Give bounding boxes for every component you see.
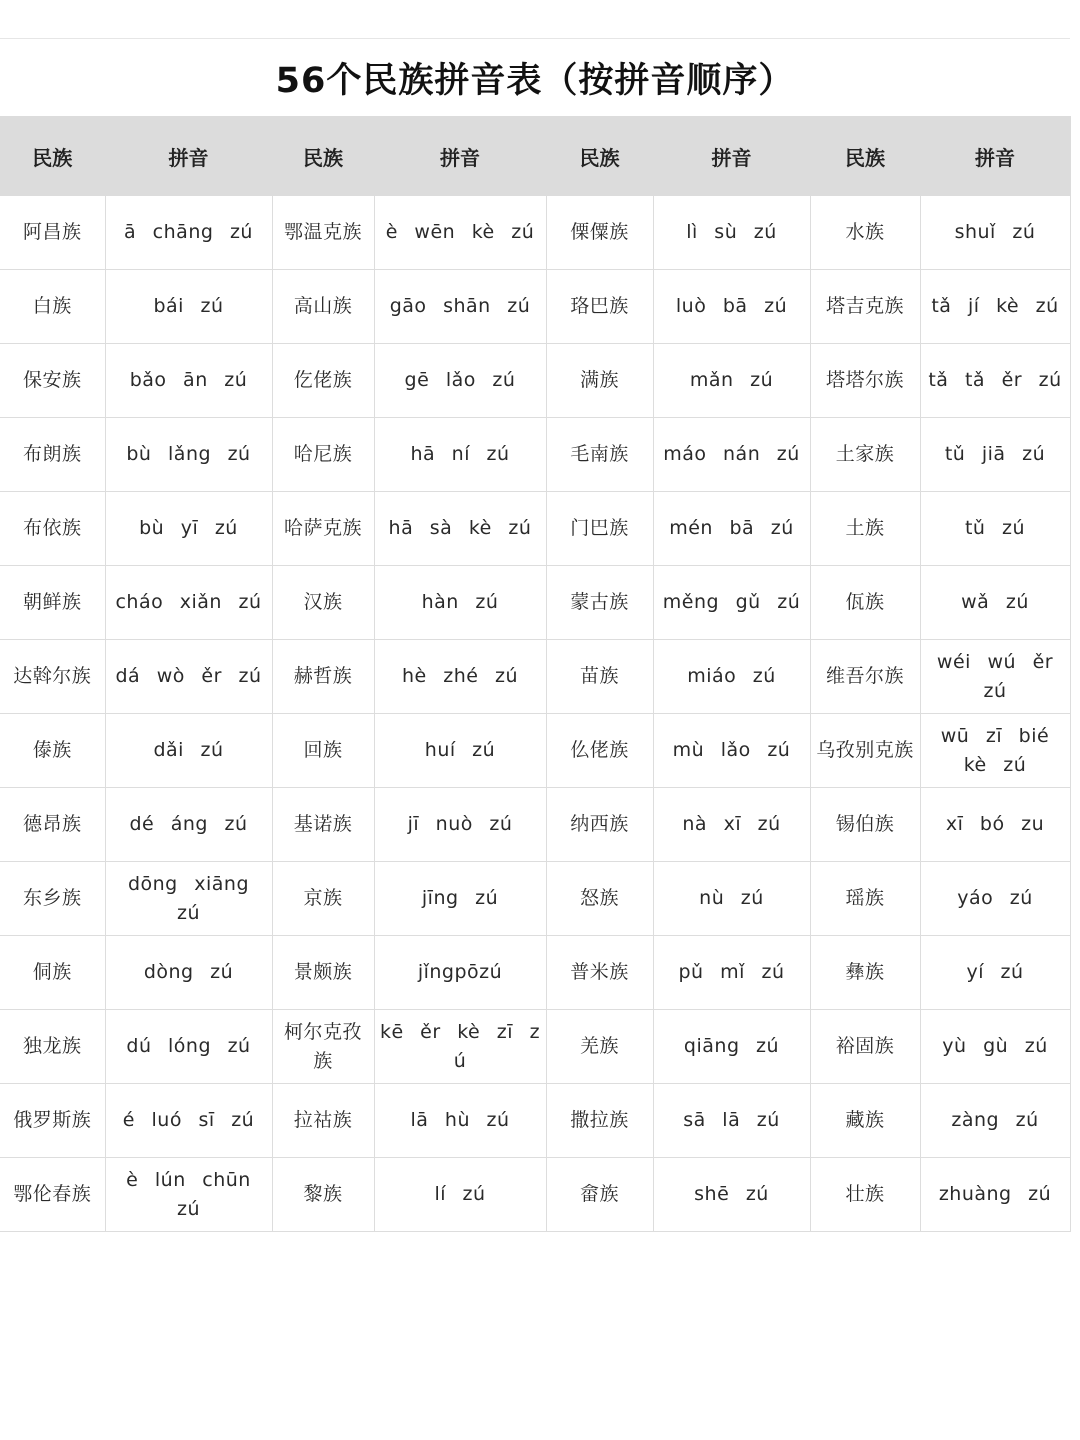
ethnic-group-cell: 门巴族 (546, 492, 653, 566)
ethnic-group-cell: 普米族 (546, 936, 653, 1010)
ethnic-group-cell: 京族 (272, 862, 374, 936)
pinyin-cell: bǎo ān zú (105, 344, 272, 418)
ethnic-group-cell: 达斡尔族 (0, 640, 105, 714)
ethnic-group-cell: 保安族 (0, 344, 105, 418)
pinyin-cell: jǐngpōzú (374, 936, 546, 1010)
pinyin-cell: lā hù zú (374, 1084, 546, 1158)
pinyin-cell: è lún chūn zú (105, 1158, 272, 1232)
table-row (0, 1158, 1070, 1232)
header-pinyin: 拼音 (653, 117, 810, 196)
title-bar (0, 38, 1070, 116)
pinyin-cell: sā lā zú (653, 1084, 810, 1158)
ethnic-group-cell: 德昂族 (0, 788, 105, 862)
pinyin-cell: tǎ tǎ ěr zú (920, 344, 1070, 418)
pinyin-cell: jī nuò zú (374, 788, 546, 862)
table-row (0, 714, 1070, 788)
ethnic-group-cell: 锡伯族 (810, 788, 920, 862)
ethnic-group-cell: 怒族 (546, 862, 653, 936)
ethnic-group-cell: 土族 (810, 492, 920, 566)
ethnic-group-cell: 赫哲族 (272, 640, 374, 714)
ethnic-group-cell: 阿昌族 (0, 196, 105, 270)
pinyin-cell: hè zhé zú (374, 640, 546, 714)
ethnic-group-cell: 侗族 (0, 936, 105, 1010)
ethnic-group-cell: 彝族 (810, 936, 920, 1010)
ethnic-group-cell: 塔吉克族 (810, 270, 920, 344)
table-row (0, 640, 1070, 714)
header-ethnic-group: 民族 (0, 117, 105, 196)
header-ethnic-group: 民族 (272, 117, 374, 196)
ethnic-group-cell: 瑶族 (810, 862, 920, 936)
table-row (0, 270, 1070, 344)
ethnic-group-cell: 塔塔尔族 (810, 344, 920, 418)
table-row (0, 418, 1070, 492)
pinyin-cell: é luó sī zú (105, 1084, 272, 1158)
ethnic-group-cell: 纳西族 (546, 788, 653, 862)
pinyin-cell: luò bā zú (653, 270, 810, 344)
pinyin-cell: yáo zú (920, 862, 1070, 936)
ethnic-group-cell: 乌孜别克族 (810, 714, 920, 788)
pinyin-cell: ā chāng zú (105, 196, 272, 270)
table-row (0, 344, 1070, 418)
header-pinyin: 拼音 (374, 117, 546, 196)
ethnic-group-cell: 黎族 (272, 1158, 374, 1232)
table-row (0, 788, 1070, 862)
pinyin-cell: è wēn kè zú (374, 196, 546, 270)
ethnic-group-cell: 仡佬族 (272, 344, 374, 418)
pinyin-cell: bù lǎng zú (105, 418, 272, 492)
pinyin-cell: hā sà kè zú (374, 492, 546, 566)
pinyin-cell: dú lóng zú (105, 1010, 272, 1084)
ethnic-group-cell: 撒拉族 (546, 1084, 653, 1158)
ethnic-group-cell: 佤族 (810, 566, 920, 640)
table-row (0, 1084, 1070, 1158)
ethnic-group-cell: 白族 (0, 270, 105, 344)
pinyin-cell: lí zú (374, 1158, 546, 1232)
pinyin-cell: zàng zú (920, 1084, 1070, 1158)
ethnic-group-cell: 布依族 (0, 492, 105, 566)
ethnic-group-cell: 傈僳族 (546, 196, 653, 270)
pinyin-cell: dōng xiāng zú (105, 862, 272, 936)
ethnic-group-cell: 东乡族 (0, 862, 105, 936)
ethnic-group-cell: 朝鲜族 (0, 566, 105, 640)
pinyin-cell: gāo shān zú (374, 270, 546, 344)
ethnic-group-cell: 毛南族 (546, 418, 653, 492)
ethnic-group-cell: 高山族 (272, 270, 374, 344)
ethnic-group-cell: 壮族 (810, 1158, 920, 1232)
table-row (0, 566, 1070, 640)
pinyin-cell: wéi wú ěr zú (920, 640, 1070, 714)
ethnic-group-cell: 蒙古族 (546, 566, 653, 640)
header-pinyin: 拼音 (105, 117, 272, 196)
ethnic-group-cell: 维吾尔族 (810, 640, 920, 714)
ethnic-group-cell: 满族 (546, 344, 653, 418)
table-body (0, 196, 1070, 1232)
header-ethnic-group: 民族 (810, 117, 920, 196)
pinyin-cell: bái zú (105, 270, 272, 344)
ethnic-group-cell: 鄂伦春族 (0, 1158, 105, 1232)
pinyin-cell: mù lǎo zú (653, 714, 810, 788)
pinyin-cell: wū zī bié kè zú (920, 714, 1070, 788)
ethnic-group-cell: 柯尔克孜族 (272, 1010, 374, 1084)
pinyin-cell: mǎn zú (653, 344, 810, 418)
ethnic-group-cell: 基诺族 (272, 788, 374, 862)
pinyin-cell: wǎ zú (920, 566, 1070, 640)
pinyin-cell: tǎ jí kè zú (920, 270, 1070, 344)
ethnic-group-cell: 回族 (272, 714, 374, 788)
ethnic-group-cell: 鄂温克族 (272, 196, 374, 270)
pinyin-cell: dǎi zú (105, 714, 272, 788)
ethnic-group-cell: 羌族 (546, 1010, 653, 1084)
pinyin-cell: hàn zú (374, 566, 546, 640)
ethnic-group-cell: 俄罗斯族 (0, 1084, 105, 1158)
ethnic-group-cell: 水族 (810, 196, 920, 270)
pinyin-cell: tǔ zú (920, 492, 1070, 566)
pinyin-cell: gē lǎo zú (374, 344, 546, 418)
ethnic-group-cell: 景颇族 (272, 936, 374, 1010)
pinyin-cell: tǔ jiā zú (920, 418, 1070, 492)
pinyin-cell: huí zú (374, 714, 546, 788)
pinyin-cell: jīng zú (374, 862, 546, 936)
table-row (0, 862, 1070, 936)
pinyin-cell: bù yī zú (105, 492, 272, 566)
ethnic-group-cell: 布朗族 (0, 418, 105, 492)
pinyin-cell: dá wò ěr zú (105, 640, 272, 714)
ethnic-group-cell: 藏族 (810, 1084, 920, 1158)
pinyin-cell: kē ěr kè zī z ú (374, 1010, 546, 1084)
ethnic-group-cell: 仫佬族 (546, 714, 653, 788)
pinyin-cell: yù gù zú (920, 1010, 1070, 1084)
pinyin-cell: mén bā zú (653, 492, 810, 566)
pinyin-cell: zhuàng zú (920, 1158, 1070, 1232)
table-row (0, 196, 1070, 270)
pinyin-cell: yí zú (920, 936, 1070, 1010)
pinyin-cell: xī bó zu (920, 788, 1070, 862)
header-ethnic-group: 民族 (546, 117, 653, 196)
header-pinyin: 拼音 (920, 117, 1070, 196)
pinyin-cell: měng gǔ zú (653, 566, 810, 640)
pinyin-cell: pǔ mǐ zú (653, 936, 810, 1010)
page-title: 56个民族拼音表（按拼音顺序） (275, 60, 795, 101)
ethnic-group-cell: 独龙族 (0, 1010, 105, 1084)
pinyin-cell: dé áng zú (105, 788, 272, 862)
ethnic-group-cell: 畲族 (546, 1158, 653, 1232)
ethnic-group-cell: 拉祜族 (272, 1084, 374, 1158)
table-row (0, 1010, 1070, 1084)
pinyin-cell: hā ní zú (374, 418, 546, 492)
pinyin-cell: cháo xiǎn zú (105, 566, 272, 640)
ethnic-group-cell: 土家族 (810, 418, 920, 492)
pinyin-cell: nù zú (653, 862, 810, 936)
pinyin-cell: shuǐ zú (920, 196, 1070, 270)
ethnic-group-cell: 苗族 (546, 640, 653, 714)
pinyin-cell: qiāng zú (653, 1010, 810, 1084)
pinyin-cell: dòng zú (105, 936, 272, 1010)
ethnic-group-cell: 哈尼族 (272, 418, 374, 492)
ethnic-group-cell: 傣族 (0, 714, 105, 788)
table-row (0, 492, 1070, 566)
table-row (0, 936, 1070, 1010)
header-row (0, 117, 1070, 196)
pinyin-cell: máo nán zú (653, 418, 810, 492)
ethnic-group-cell: 珞巴族 (546, 270, 653, 344)
pinyin-cell: lì sù zú (653, 196, 810, 270)
ethnic-pinyin-table (0, 116, 1071, 1232)
pinyin-cell: miáo zú (653, 640, 810, 714)
pinyin-cell: shē zú (653, 1158, 810, 1232)
ethnic-group-cell: 汉族 (272, 566, 374, 640)
pinyin-cell: nà xī zú (653, 788, 810, 862)
ethnic-group-cell: 哈萨克族 (272, 492, 374, 566)
ethnic-group-cell: 裕固族 (810, 1010, 920, 1084)
